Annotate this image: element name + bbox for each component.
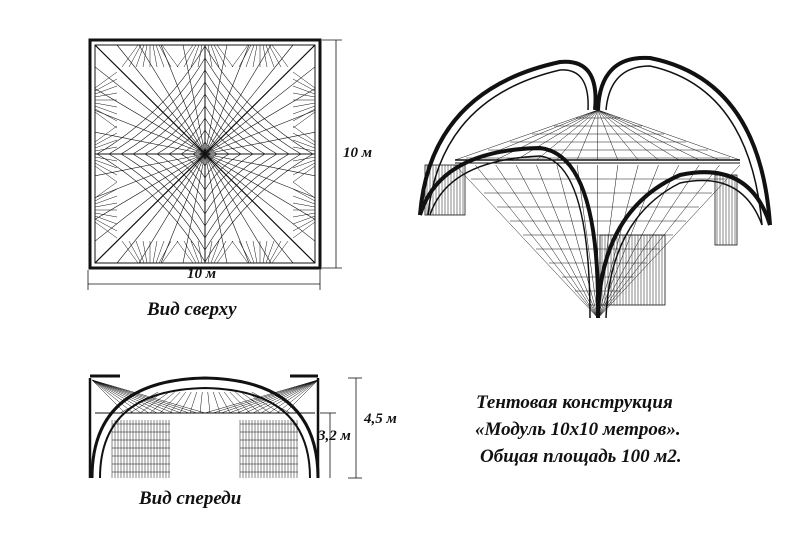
perspective-view bbox=[420, 58, 770, 318]
arch-front-left bbox=[420, 148, 598, 318]
top-view-title: Вид сверху bbox=[147, 299, 237, 320]
arch-back-right bbox=[598, 58, 770, 225]
depth-label: 10 м bbox=[343, 145, 373, 161]
front-arch-outer bbox=[92, 378, 318, 478]
top-view-plan bbox=[88, 40, 342, 290]
arch-front-right bbox=[598, 172, 770, 318]
arch-back-left bbox=[420, 62, 596, 215]
total-height-label: 4,5 м bbox=[364, 411, 397, 427]
wall-height-label: 3,2 м bbox=[318, 428, 351, 444]
front-view-title: Вид спереди bbox=[139, 488, 242, 509]
caption-line-3: Общая площадь 100 м2. bbox=[480, 446, 682, 467]
caption-line-2: «Модуль 10х10 метров». bbox=[475, 419, 681, 440]
width-label: 10 м bbox=[187, 266, 217, 282]
front-view-elevation bbox=[90, 376, 362, 478]
caption-line-1: Тентовая конструкция bbox=[476, 392, 673, 413]
